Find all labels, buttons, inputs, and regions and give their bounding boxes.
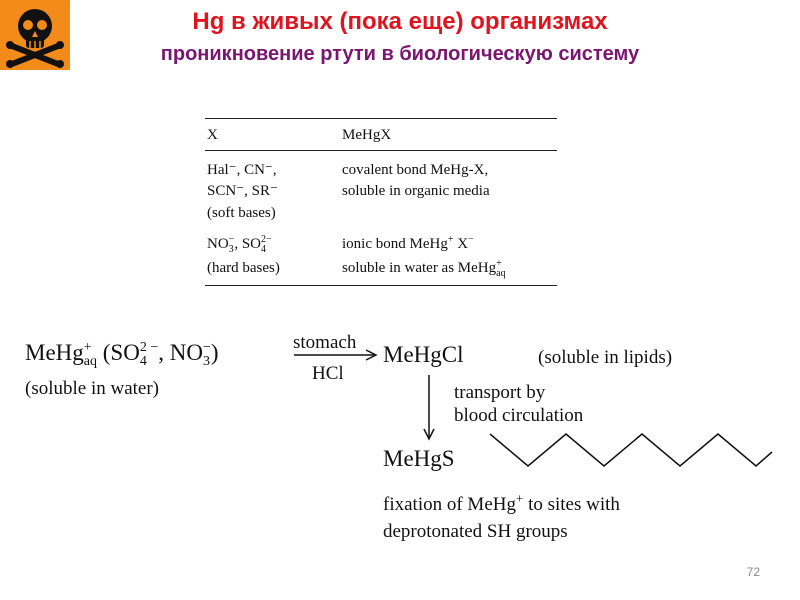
transport-line2: blood circulation	[454, 405, 584, 426]
arrow-label-bottom: HCl	[312, 363, 344, 384]
page-number: 72	[746, 565, 760, 579]
alkyl-chain-zigzag	[488, 430, 778, 470]
product-mehgs: MeHgS	[383, 446, 455, 471]
reactant-note: (soluble in water)	[25, 378, 160, 399]
transport-line1: transport by	[454, 382, 546, 403]
table-header-rule	[205, 150, 557, 151]
transport-arrow	[421, 373, 437, 443]
soft-bases-line2: SCN⁻, SR⁻	[207, 183, 278, 199]
table-header-x: X	[207, 127, 218, 143]
page-subtitle: проникновение ртути в биологическую систему	[160, 43, 640, 65]
hard-bases-label: (hard bases)	[207, 260, 280, 276]
page-title: Hg в живых (пока еще) организмах	[192, 8, 608, 35]
arrow-label-top: stomach	[293, 332, 357, 353]
covalent-bond-text: covalent bond MeHg-X,	[342, 162, 489, 178]
soft-bases-line1: Hal⁻, CN⁻,	[207, 162, 277, 178]
product-mehgcl-note: (soluble in lipids)	[538, 347, 673, 368]
fixation-line2: deprotonated SH groups	[383, 521, 568, 542]
reactant-formula: MeHg + aq (SO 2 − 4 , NO − 3 )	[25, 339, 219, 369]
water-soluble-text: soluble in water as MeHg + aq	[342, 257, 506, 279]
organic-media-text: soluble in organic media	[342, 183, 490, 199]
ionic-bond-text: ionic bond MeHg+ X−	[342, 234, 474, 252]
reaction-arrow	[292, 348, 380, 362]
hard-bases-formula: NO − 3 , SO 2− 4	[207, 233, 272, 255]
product-mehgcl: MeHgCl	[383, 342, 464, 367]
table-top-rule	[205, 118, 557, 119]
fixation-line1: fixation of MeHg+ to sites with	[383, 490, 620, 515]
table-header-mehgx: MeHgX	[342, 127, 392, 143]
skull-crossbones-icon	[0, 0, 70, 70]
table-bottom-rule	[205, 285, 557, 286]
soft-bases-label: (soft bases)	[207, 205, 276, 221]
